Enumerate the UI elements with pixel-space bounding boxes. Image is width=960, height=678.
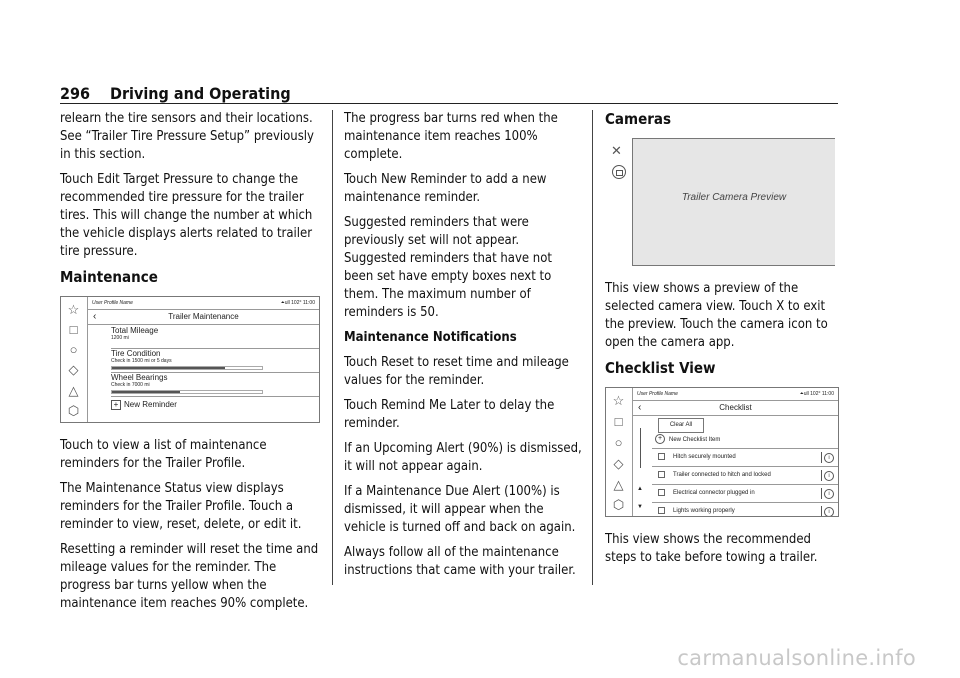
checklist-item[interactable] <box>652 467 838 485</box>
divider <box>821 488 822 499</box>
back-chevron-icon[interactable]: ‹ <box>93 311 97 322</box>
side-rail <box>606 388 633 516</box>
paragraph: The progress bar turns red when the maintenance item reaches 100% complete. <box>344 111 558 162</box>
column-2 <box>344 110 584 587</box>
reminder-name: Wheel Bearings <box>111 373 168 382</box>
diamond-icon[interactable]: ◇ <box>68 362 79 377</box>
scroll-up-icon[interactable]: ▲ <box>637 486 643 492</box>
checklist-item[interactable] <box>652 449 838 467</box>
new-reminder-button[interactable] <box>111 398 319 412</box>
info-icon[interactable]: i <box>824 453 834 463</box>
paragraph: Touch Edit Target Pressure to change the recommended tire pressure for the trailer tires. This will change the number at which the vehicle displays alerts related to trailer tire pressure. <box>60 172 313 259</box>
screen-title-bar <box>88 309 319 325</box>
paragraph: If a Maintenance Due Alert (100%) is dismissed, it will appear when the vehicle is turned off and back on again. <box>344 484 576 535</box>
heading-maintenance: Maintenance <box>60 268 158 286</box>
scroll-down-icon[interactable]: ▼ <box>637 504 643 510</box>
progress-bar <box>111 366 263 370</box>
checkbox[interactable] <box>658 507 665 514</box>
divider <box>821 506 822 517</box>
square-icon[interactable]: □ <box>69 322 78 337</box>
header-rule <box>60 103 838 104</box>
paragraph: Always follow all of the maintenance instructions that came with your trailer. <box>344 545 576 578</box>
scroll-track[interactable] <box>640 428 641 468</box>
camera-screen <box>605 138 835 266</box>
checkbox[interactable] <box>658 489 665 496</box>
status-bar <box>88 297 319 309</box>
plus-icon: + <box>111 400 121 410</box>
close-icon[interactable]: ✕ <box>611 143 622 158</box>
circle-icon[interactable]: ○ <box>69 342 78 357</box>
checklist-screen <box>605 387 839 517</box>
star-icon[interactable]: ☆ <box>67 302 80 317</box>
status-readout: ⏶ull 102° 11:00 <box>799 391 834 397</box>
diamond-icon[interactable]: ◇ <box>613 456 624 471</box>
new-checklist-item-button[interactable] <box>652 433 838 449</box>
paragraph: relearn the tire sensors and their locations. See “Trailer Tire Pressure Setup” previously in this section. <box>60 111 314 162</box>
info-icon[interactable]: i <box>824 489 834 499</box>
checklist-item-label: Electrical connector plugged in <box>673 490 755 496</box>
add-circle-icon: + <box>655 434 665 444</box>
paragraph: This view shows the recommended steps to take before towing a trailer. <box>605 532 818 565</box>
checklist-item[interactable] <box>652 503 838 517</box>
screen-title-bar <box>633 400 838 416</box>
paragraph: Suggested reminders that were previously set will not appear. Suggested reminders that have not been set have empty boxes next to them. The maximum number of reminders is 50. <box>344 215 552 320</box>
star-icon[interactable]: ☆ <box>612 393 625 408</box>
info-icon[interactable]: i <box>824 471 834 481</box>
new-reminder-label: New Reminder <box>124 400 177 409</box>
progress-fill <box>112 367 225 369</box>
screen-title: Trailer Maintenance <box>168 312 239 321</box>
paragraph: Resetting a reminder will reset the time and mileage values for the reminder. The progress bar turns yellow when the maintenance item reaches 90% complete. <box>60 542 319 611</box>
profile-name: User Profile Name <box>637 391 678 397</box>
reminder-detail: Check in 7000 mi <box>111 382 150 388</box>
screen-title: Checklist <box>719 403 752 412</box>
checkbox[interactable] <box>658 453 665 460</box>
hexagon-icon[interactable]: ⬡ <box>612 497 625 512</box>
column-3 <box>605 110 843 574</box>
camera-preview-label: Trailer Camera Preview <box>681 192 787 203</box>
paragraph: This view shows a preview of the selected camera view. Touch X to exit the preview. Touch the camera icon to open the camera app. <box>605 281 828 350</box>
section-title: Driving and Operating <box>110 84 291 103</box>
status-readout: ⏶ull 102° 11:00 <box>280 300 315 306</box>
column-1 <box>60 110 322 620</box>
heading-cameras: Cameras <box>605 110 672 128</box>
profile-name: User Profile Name <box>92 300 133 306</box>
checklist-item-label: Lights working properly <box>673 508 735 514</box>
square-icon[interactable]: □ <box>614 414 623 429</box>
paragraph: Touch Reset to reset time and mileage values for the reminder. <box>344 355 569 388</box>
reminder-name: Tire Condition <box>111 349 161 358</box>
reminder-detail: Check in 1500 mi or 5 days <box>111 358 172 364</box>
column-divider-2 <box>592 110 593 585</box>
back-chevron-icon[interactable]: ‹ <box>638 402 642 413</box>
checklist-item[interactable] <box>652 485 838 503</box>
camera-preview <box>632 138 835 266</box>
reminder-item[interactable] <box>111 373 319 397</box>
divider <box>821 470 822 481</box>
paragraph: Touch Remind Me Later to delay the reminder. <box>344 398 555 431</box>
camera-icon[interactable] <box>612 165 626 179</box>
heading-checklist: Checklist View <box>605 359 716 377</box>
checklist-item-label: Trailer connected to hitch and locked <box>673 472 771 478</box>
paragraph: Touch New Reminder to add a new maintenance reminder. <box>344 172 547 205</box>
progress-fill <box>112 391 180 393</box>
maintenance-screen <box>60 296 320 423</box>
paragraph: Touch to view a list of maintenance reminders for the Trailer Profile. <box>60 438 267 471</box>
divider <box>821 452 822 463</box>
reminder-item[interactable] <box>111 326 319 349</box>
checkbox[interactable] <box>658 471 665 478</box>
reminder-item[interactable] <box>111 349 319 373</box>
progress-bar <box>111 390 263 394</box>
new-item-label: New Checklist Item <box>669 437 721 443</box>
clear-all-button[interactable]: Clear All <box>658 418 704 433</box>
heading-notifications: Maintenance Notifications <box>344 330 517 345</box>
info-icon[interactable]: i <box>824 507 834 517</box>
hexagon-icon[interactable]: ⬡ <box>67 403 80 418</box>
watermark: carmanualsonline.info <box>677 646 916 670</box>
paragraph: The Maintenance Status view displays reminders for the Trailer Profile. Touch a reminder to view, reset, delete, or edit it. <box>60 481 302 532</box>
checklist-item-label: Hitch securely mounted <box>673 454 736 460</box>
paragraph: If an Upcoming Alert (90%) is dismissed, it will not appear again. <box>344 441 582 474</box>
triangle-icon[interactable]: △ <box>613 477 624 492</box>
column-divider-1 <box>332 110 333 585</box>
page-number: 296 <box>60 84 91 103</box>
reminder-name: Total Mileage <box>111 326 159 335</box>
circle-icon[interactable]: ○ <box>614 435 623 450</box>
status-bar <box>633 388 838 400</box>
triangle-icon[interactable]: △ <box>68 383 79 398</box>
side-rail <box>61 297 88 422</box>
reminder-detail: 1200 mi <box>111 335 129 341</box>
